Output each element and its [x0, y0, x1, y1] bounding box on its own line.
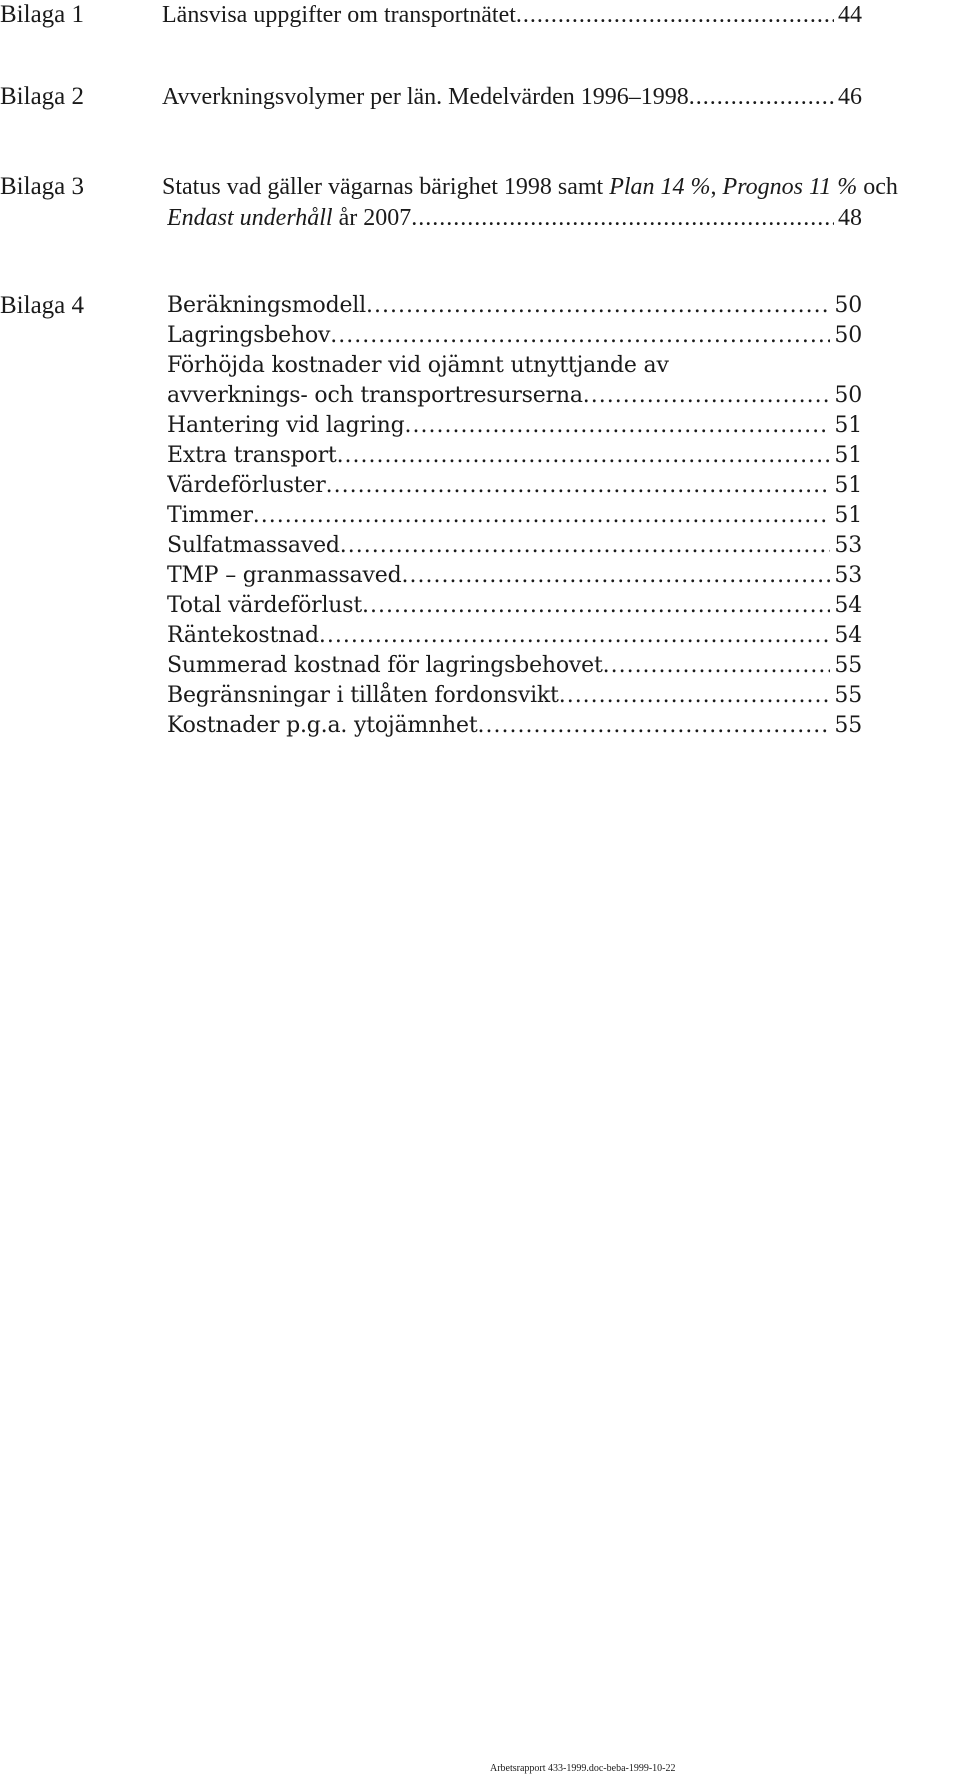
toc-entry-title: Hantering vid lagring [167, 413, 405, 438]
toc-entry-bilaga-3-line-1[interactable] [162, 172, 898, 202]
toc-entry-text: år 2007 [332, 205, 412, 231]
bilaga-2-label: Bilaga 2 [0, 83, 85, 110]
toc-entry-title: avverknings- och transportresurserna [167, 383, 583, 408]
dot-leader [583, 381, 831, 411]
toc-entry-title: Sulfatmassaved [167, 533, 340, 558]
dot-leader [326, 471, 831, 501]
toc-entry-text: och [857, 174, 898, 200]
toc-entry-title: Begränsningar i tillåten fordonsvikt [167, 683, 559, 708]
dot-leader [253, 501, 831, 531]
toc-page-number: 50 [834, 383, 862, 408]
toc-entry-begransningar[interactable] [167, 681, 862, 711]
dot-leader [340, 531, 831, 561]
toc-entry-title: Kostnader p.g.a. ytojämnhet [167, 713, 478, 738]
toc-entry-title: Räntekostnad [167, 623, 319, 648]
toc-page-number: 51 [834, 413, 862, 438]
toc-entry-berakningsmodell[interactable] [167, 291, 862, 321]
toc-page-number: 54 [834, 623, 862, 648]
toc-entry-tmp-granmassaved[interactable] [167, 561, 862, 591]
toc-page-number: 51 [834, 443, 862, 468]
toc-entry-title: Länsvisa uppgifter om transportnätet [162, 2, 516, 28]
page-footer: Arbetsrapport 433-1999.doc-beba-1999-10-22 [490, 1763, 676, 1774]
toc-page-number: 48 [838, 205, 862, 231]
dot-leader [362, 591, 830, 621]
toc-entry-title: Avverkningsvolymer per län. Medelvärden 1996–1998 [162, 84, 689, 110]
dot-leader [405, 411, 831, 441]
dot-leader [337, 441, 831, 471]
toc-page-number: 53 [834, 563, 862, 588]
toc-entry-bilaga-3-line-2[interactable] [167, 203, 862, 233]
toc-entry-title: Lagringsbehov [167, 323, 331, 348]
dot-leader [319, 621, 831, 651]
toc-entry-text: Status vad gäller vägarnas bärighet 1998 samt [162, 174, 610, 200]
dot-leader [330, 321, 830, 351]
dot-leader [478, 711, 831, 741]
toc-entry-extra-transport[interactable] [167, 441, 862, 471]
toc-entry-forhojda-line-1[interactable] [167, 351, 669, 381]
toc-entry-italic-plan: Plan 14 % [609, 174, 711, 200]
toc-page-number: 51 [834, 473, 862, 498]
toc-page-number: 54 [834, 593, 862, 618]
dot-leader [559, 681, 831, 711]
toc-entry-title: Timmer [167, 503, 253, 528]
bilaga-1-label: Bilaga 1 [0, 1, 85, 28]
toc-page-number: 50 [834, 293, 862, 318]
toc-entry-total-vardeforlust[interactable] [167, 591, 862, 621]
toc-entry-title: Förhöjda kostnader vid ojämnt utnyttjande av [167, 353, 669, 378]
toc-entry-forhojda-line-2[interactable] [167, 381, 862, 411]
toc-page-number: 44 [838, 2, 862, 28]
toc-entry-timmer[interactable] [167, 501, 862, 531]
toc-entry-vardeforluster[interactable] [167, 471, 862, 501]
toc-entry-sulfatmassaved[interactable] [167, 531, 862, 561]
dot-leader [401, 561, 830, 591]
toc-page-number: 55 [834, 683, 862, 708]
toc-page-number: 51 [834, 503, 862, 528]
toc-page-number: 55 [834, 713, 862, 738]
toc-entry-bilaga-2[interactable] [162, 82, 862, 112]
toc-entry-summerad-kostnad[interactable] [167, 651, 862, 681]
toc-page-number: 50 [834, 323, 862, 348]
toc-entry-lagringsbehov[interactable] [167, 321, 862, 351]
toc-entry-italic-endast: Endast underhåll [167, 205, 333, 231]
toc-entry-title: Summerad kostnad för lagringsbehovet [167, 653, 603, 678]
toc-entry-italic-prognos: Prognos 11 % [722, 174, 858, 200]
toc-entry-title: TMP – granmassaved [167, 563, 402, 588]
toc-entry-title: Extra transport [167, 443, 337, 468]
dot-leader [603, 651, 831, 681]
dot-leader [366, 291, 830, 321]
dot-leader [689, 82, 834, 112]
toc-entry-title: Total värdeförlust [167, 593, 363, 618]
toc-page-number: 53 [834, 533, 862, 558]
toc-entry-rantekostnad[interactable] [167, 621, 862, 651]
dot-leader [411, 203, 834, 233]
toc-entry-text: , [710, 174, 723, 200]
toc-entry-title: Beräkningsmodell [167, 293, 366, 318]
toc-entry-kostnader-ytojamnhet[interactable] [167, 711, 862, 741]
toc-entry-title [167, 203, 411, 233]
toc-entry-bilaga-1[interactable] [162, 0, 862, 30]
bilaga-3-label: Bilaga 3 [0, 173, 85, 200]
bilaga-4-label: Bilaga 4 [0, 292, 85, 319]
dot-leader [516, 0, 834, 30]
toc-entry-title: Värdeförluster [167, 473, 326, 498]
toc-page-number: 55 [834, 653, 862, 678]
toc-page-number: 46 [838, 84, 862, 110]
toc-entry-hantering[interactable] [167, 411, 862, 441]
